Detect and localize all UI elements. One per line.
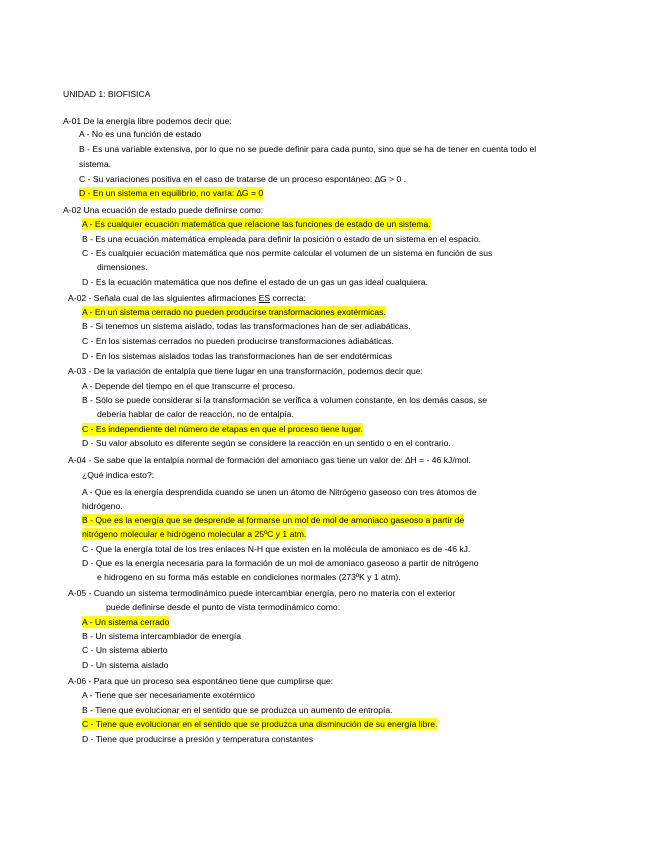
question-a02-option-b: B - Es una ecuación matemática empleada para definir la posición o estado de un sistema en el espacio. xyxy=(82,234,481,244)
question-a01-option-a: A - No es una función de estado xyxy=(79,129,202,139)
question-a02-stem: A-02 Una ecuación de estado puede definirse como: xyxy=(63,205,264,215)
question-a05-option-c: C - Un sistema abierto xyxy=(82,645,168,655)
question-a02b-option-d: D - En los sistemas aislados todas las transformaciones han de ser endotérmicas xyxy=(82,351,392,361)
question-a04-option-b-cont: nitrógeno molecular e hidrógeno molecular a 25ºC y 1 atm. xyxy=(82,529,307,539)
question-a02b-option-c: C - En los sistemas cerrados no pueden producirse transformaciones adiabáticas. xyxy=(82,336,394,346)
question-a03-option-a: A - Depende del tiempo en el que transcurre el proceso. xyxy=(82,381,296,391)
question-a04-option-a: A - Que es la energía desprendida cuando se unen un átomo de Nitrógeno gaseoso con tres átomos de xyxy=(82,487,477,497)
question-a05-option-a: A - Un sistema cerrado xyxy=(82,617,170,627)
question-a06-stem: A-06 - Para que un proceso sea espontáneo tiene que cumplirse que: xyxy=(68,676,334,686)
question-a01-stem: A-01 De la energía libre podemos decir que: xyxy=(63,116,232,126)
question-a06-option-c: C - Tiene que evolucionar en el sentido que se produzca una disminución de su energía libre. xyxy=(82,719,438,729)
question-a02-option-d: D - Es la ecuación matemática que nos define el estado de un gas un gas ideal cualquiera. xyxy=(82,277,428,287)
question-a02b-option-b: B - Si tenemos un sistema aislado, todas las transformaciones han de ser adiabáticas. xyxy=(82,321,411,331)
question-a03-option-b: B - Sólo se puede considerar si la transformación se verifica a volumen constante, en los demás casos, se xyxy=(82,395,488,405)
question-a04-option-b: B - Que es la energía que se desprende al formarse un mol de mol de amoniaco gaseoso a partir de xyxy=(82,515,465,525)
question-a03-option-d: D - Su valor absoluto es diferente según se considere la reacción en un sentido o en el contrario. xyxy=(82,438,451,448)
question-a05-stem-cont: puede definirse desde el punto de vista termodinámico como: xyxy=(106,602,341,612)
question-a04-option-a-cont: hidrógeno. xyxy=(82,501,123,511)
question-a04-option-c: C - Que la energía total de los tres enlaces N-H que existen en la molécula de amoniaco es de -46 kJ. xyxy=(82,544,471,554)
question-a06-option-a: A - Tiene que ser necesariamente exotérmico xyxy=(82,690,255,700)
question-a02-option-a: A - Es cualquier ecuación matemática que relacione las funciones de estado de un sistema. xyxy=(82,219,431,229)
question-a04-stem: A-04 - Se sabe que la entalpía normal de formación del amoniaco gas tiene un valor de: ∆H = - 46 kJ/mol. xyxy=(68,455,471,465)
question-a05-option-b: B - Un sistema intercambiador de energía xyxy=(82,631,242,641)
question-a01-option-d: D - En un sistema en equilibrio, no varía: ∆G = 0 xyxy=(79,188,264,198)
question-a04-stem-cont: ¿Qué indica esto?: xyxy=(82,470,155,480)
question-a01-option-b: B - Es una variable extensiva, por lo que no se puede definir para cada punto, sino que se ha de tener en cuenta todo el xyxy=(79,144,537,154)
question-a03-option-b-cont: debería hablar de calor de reacción, no de entalpía. xyxy=(97,409,294,419)
question-a02-option-c-cont: dimensiones. xyxy=(97,262,148,272)
question-a03-stem: A-03 - De la variación de entalpía que tiene lugar en una transformación, podemos decir que: xyxy=(68,366,423,376)
question-a05-stem: A-05 - Cuando un sistema termodinámico puede intercambiar energía, pero no materia con el exterior xyxy=(68,588,456,598)
question-a02b-stem: A-02 - Señala cual de las siguientes afirmaciones ES correcta: xyxy=(68,293,306,303)
question-a03-option-c: C - Es independiente del número de etapas en que el proceso tiene lugar. xyxy=(82,424,363,434)
question-a04-option-d: D - Que es la energía necesaria para la formación de un mol de amoniaco gaseoso a partir de nitrógeno xyxy=(82,558,479,568)
question-a06-option-b: B - Tiene que evolucionar en el sentido que se produzca un aumento de entropía. xyxy=(82,705,393,715)
unit-title: UNIDAD 1: BIOFISICA xyxy=(63,89,151,99)
question-a02b-option-a: A - En un sistema cerrado no pueden producirse transformaciones exotérmicas. xyxy=(82,307,386,317)
question-a02-option-c: C - Es cualquier ecuación matemática que nos permite calcular el volumen de un sistema en función de sus xyxy=(82,248,493,258)
question-a04-option-d-cont: e hidrogeno en su forma más estable en condiciones normales (273ºK y 1 atm). xyxy=(97,572,401,582)
question-a06-option-d: D - Tiene que producirse a presión y temperatura constantes xyxy=(82,734,314,744)
question-a01-option-c: C - Su variaciones positiva en el caso de tratarse de un proceso espontáneo: ∆G > 0 . xyxy=(79,174,406,184)
question-a05-option-d: D - Un sistema aislado xyxy=(82,660,169,670)
question-a01-option-b-cont: sistema. xyxy=(79,159,111,169)
